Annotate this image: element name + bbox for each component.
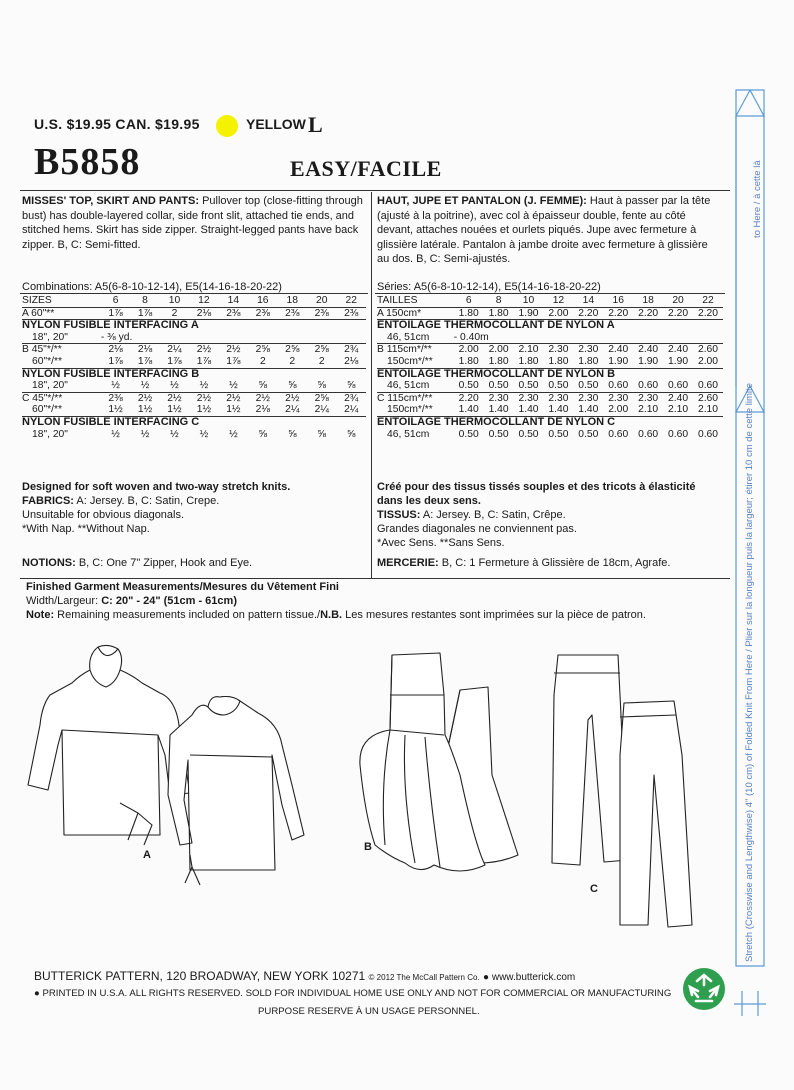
table-cell: 0.60 <box>608 380 629 392</box>
table-cell: ⅝ <box>287 380 297 392</box>
diagonales-text: Grandes diagonales ne conviennent pas. <box>377 523 577 535</box>
table-cell: ⅝ <box>258 380 268 392</box>
table-cell: ½ <box>229 428 238 440</box>
table-row <box>377 307 723 320</box>
table-cell: 2⅛ <box>137 344 153 356</box>
section-heading: ENTOILAGE THERMOCOLLANT DE NYLON B <box>377 368 723 380</box>
size-cell: 6 <box>112 295 119 306</box>
size-cell: 14 <box>582 295 595 306</box>
row-label: 46, 51cm <box>387 428 430 440</box>
table-cell: 2⅜ <box>314 307 329 319</box>
table-cell: 2⅝ <box>285 344 300 356</box>
measurements-width: Width/Largeur: C: 20" - 24" (51cm - 61cm) <box>26 595 237 607</box>
table-cell: 2.60 <box>697 392 719 404</box>
french-title: HAUT, JUPE ET PANTALON (J. FEMME): <box>377 195 587 207</box>
table-cell: 2½ <box>137 392 153 404</box>
table-cell: 1.80 <box>488 307 509 319</box>
table-cell: 2⅛ <box>108 344 123 356</box>
table-cell: 2½ <box>196 344 212 356</box>
table-cell: 1.40 <box>518 404 539 416</box>
table-cell: 2.20 <box>638 307 659 319</box>
table-cell: 1⅞ <box>167 355 182 367</box>
section-heading: NYLON FUSIBLE INTERFACING C <box>22 416 366 428</box>
table-header-row <box>377 295 723 307</box>
table-cell: 2 <box>318 355 325 367</box>
table-cell: 2¼ <box>344 404 359 416</box>
table-cell: 2¾ <box>344 344 359 356</box>
table-cell: 2.30 <box>548 392 569 404</box>
sidebar-top-label: to Here / à cette là <box>752 160 763 238</box>
table-cell: 0.60 <box>697 428 719 440</box>
color-label: YELLOW <box>246 116 306 132</box>
table-cell: ½ <box>170 380 179 392</box>
row-label: 18", 20" <box>32 428 68 440</box>
table-cell: 2.60 <box>697 344 719 356</box>
french-yardage-table <box>377 295 723 440</box>
table-cell: 1.80 <box>488 355 509 367</box>
section-heading: NYLON FUSIBLE INTERFACING A <box>22 320 366 332</box>
size-cell: 22 <box>702 295 714 306</box>
top-divider <box>20 190 730 191</box>
table-cell: 2.00 <box>488 344 509 356</box>
table-cell: 1½ <box>167 404 182 416</box>
table-section-heading <box>22 416 366 428</box>
table-row <box>377 380 723 392</box>
table-cell: 2¾ <box>344 392 359 404</box>
size-header: TAILLES <box>377 295 418 306</box>
table-row <box>377 344 723 356</box>
table-cell: ⅝ <box>317 380 327 392</box>
table-cell: 1½ <box>108 404 123 416</box>
table-cell: ½ <box>140 380 150 392</box>
row-label: 46, 51cm <box>387 380 430 392</box>
english-fabric-notes: Designed for soft woven and two-way stretch knits. FABRICS: A: Jersey. B, C: Satin, Crepe. Unsuitable for obvious diagonals. *With Nap. **Without Nap. <box>22 480 366 536</box>
table-cell: 1.80 <box>578 355 599 367</box>
row-label: 60"*/** <box>32 404 62 416</box>
table-cell: 2.30 <box>608 392 629 404</box>
table-cell: 0.60 <box>608 428 629 440</box>
table-cell: 2¼ <box>167 344 182 356</box>
pants-back-illustration <box>620 701 692 927</box>
table-cell: 2.30 <box>548 344 569 356</box>
french-fabric-notes: Créé pour des tissus tissés souples et des tricots à élasticité dans les deux sens. TISSUS: A: Jersey. B, C: Satin, Crêpe. Grandes diagonales ne conviennent pas. *Avec Sens. **Sans Sens. <box>377 480 723 550</box>
english-rule-1 <box>20 293 368 294</box>
publisher-line: BUTTERICK PATTERN, 120 BROADWAY, NEW YORK 10271 © 2012 The McCall Pattern Co. ● www.butterick.com <box>34 969 576 983</box>
row-label: 150cm*/** <box>387 404 433 416</box>
table-cell: 2.10 <box>697 404 719 416</box>
table-cell: ⅝ <box>346 428 356 440</box>
row-text: - ⅜ yd. <box>100 331 133 343</box>
row-label: 150cm*/** <box>387 355 433 367</box>
table-row <box>377 429 723 441</box>
table-cell: 2⅝ <box>314 392 329 404</box>
table-cell: 0.50 <box>518 428 539 440</box>
table-section-heading <box>377 416 723 428</box>
top-back-illustration <box>168 697 304 886</box>
table-cell: 2.20 <box>578 307 599 319</box>
table-cell: 2.10 <box>518 344 539 356</box>
table-cell: 2¼ <box>314 404 329 416</box>
table-cell: ½ <box>170 428 179 440</box>
table-cell: 1½ <box>137 404 153 416</box>
table-cell: 1.90 <box>518 307 539 319</box>
nap-text: *With Nap. **Without Nap. <box>22 523 150 535</box>
table-cell: ⅝ <box>317 428 327 440</box>
french-desc: Haut à passer par la tête (ajusté à la poitrine), avec col à épaisseur double, fente au côté devant, attaches nouées et ourlets piqués. Jupe avec fermeture à glissière latérale. Pantalon à jambe droite avec fermeture à glissière au dos. B, C: Semi-ajustés. <box>377 195 711 265</box>
garment-illustrations <box>20 635 730 940</box>
table-cell: 0.60 <box>638 428 659 440</box>
rights-line: ● PRINTED IN U.S.A. ALL RIGHTS RESERVED. SOLD FOR INDIVIDUAL HOME USE ONLY AND NOT FOR COMMERCIAL OR MANUFACTURING <box>34 988 672 999</box>
table-cell: 2.40 <box>668 392 689 404</box>
row-label: C 45"*/** <box>22 392 63 404</box>
table-cell: ½ <box>111 428 120 440</box>
table-cell: 1⅞ <box>108 355 123 367</box>
size-cell: 16 <box>612 295 624 306</box>
table-cell: 2.30 <box>488 392 509 404</box>
size-cell: 8 <box>142 295 148 306</box>
yardage-table <box>22 295 366 440</box>
table-cell: 1⅞ <box>108 307 123 319</box>
size-cell: 10 <box>522 295 535 306</box>
column-divider <box>371 192 372 578</box>
arrow-up-icon <box>736 90 764 116</box>
table-cell: 2.30 <box>578 344 599 356</box>
table-cell: 0.60 <box>668 428 689 440</box>
table-cell: 1⅞ <box>196 355 212 367</box>
table-cell: 2.10 <box>638 404 659 416</box>
view-c-label: C <box>590 883 598 895</box>
size-cell: 12 <box>552 295 565 306</box>
size-cell: 20 <box>315 295 328 306</box>
table-cell: ½ <box>111 380 120 392</box>
section-heading: ENTOILAGE THERMOCOLLANT DE NYLON C <box>377 416 723 428</box>
table-row <box>22 392 366 404</box>
table-cell: 2.40 <box>668 344 689 356</box>
view-a-label: A <box>143 849 151 861</box>
table-cell: ⅝ <box>258 428 268 440</box>
table-cell: 1.90 <box>638 355 659 367</box>
table-cell: 2.30 <box>518 392 539 404</box>
table-cell: ½ <box>199 428 209 440</box>
size-cell: 22 <box>345 295 357 306</box>
english-combinations: Combinations: A5(6-8-10-12-14), E5(14-16-18-20-22) <box>22 281 282 293</box>
table-cell: 2.00 <box>608 404 629 416</box>
french-combinations: Séries: A5(6-8-10-12-14), E5(14-16-18-20-22) <box>377 281 601 293</box>
tissus-text: A: Jersey. B, C: Satin, Crêpe. <box>422 509 566 521</box>
row-label: C 115cm*/** <box>377 392 433 404</box>
recycle-icon <box>682 967 726 1011</box>
table-cell: 1.80 <box>458 307 479 319</box>
table-cell: 0.50 <box>548 428 569 440</box>
row-label: 46, 51cm <box>387 331 430 343</box>
table-row <box>22 307 366 320</box>
table-row <box>22 429 366 441</box>
table-cell: 2.20 <box>668 307 689 319</box>
table-row <box>377 332 723 344</box>
table-cell: 0.50 <box>518 380 539 392</box>
table-cell: 1½ <box>196 404 212 416</box>
table-cell: 1⅞ <box>137 355 153 367</box>
table-cell: 2⅛ <box>255 404 270 416</box>
table-row <box>22 332 366 344</box>
pattern-number: B5858 <box>34 141 141 183</box>
table-cell: 1½ <box>226 404 241 416</box>
section-heading: ENTOILAGE THERMOCOLLANT DE NYLON A <box>377 320 723 332</box>
table-cell: 2.20 <box>697 307 719 319</box>
table-cell: 2 <box>289 355 296 367</box>
row-label: A 60"** <box>22 307 55 319</box>
size-cell: 18 <box>642 295 654 306</box>
table-row <box>377 356 723 368</box>
table-row <box>22 380 366 392</box>
table-cell: 2.30 <box>638 392 659 404</box>
table-cell: 2½ <box>285 392 300 404</box>
unsuitable-text: Unsuitable for obvious diagonals. <box>22 509 185 521</box>
table-row <box>22 356 366 368</box>
table-row <box>22 344 366 356</box>
french-description <box>377 194 723 267</box>
table-cell: 2¼ <box>285 404 300 416</box>
cree-pour: Créé pour des tissus tissés souples et des tricots à élasticité dans les deux sens. <box>377 481 696 507</box>
table-cell: 2½ <box>255 392 270 404</box>
table-cell: ⅝ <box>346 380 356 392</box>
table-section-heading <box>22 368 366 380</box>
yardage-table <box>377 295 723 440</box>
size-cell: 16 <box>257 295 269 306</box>
table-cell: 0.50 <box>578 380 599 392</box>
table-cell: 2.20 <box>458 392 479 404</box>
table-cell: 1.40 <box>548 404 569 416</box>
table-cell: 2.10 <box>668 404 689 416</box>
row-label: A 150cm* <box>377 307 422 319</box>
table-cell: 0.50 <box>458 380 479 392</box>
table-cell: 2.00 <box>548 307 569 319</box>
table-cell: 2⅝ <box>314 344 329 356</box>
table-cell: 2⅜ <box>285 307 300 319</box>
row-label: 18", 20" <box>32 380 68 392</box>
table-cell: ½ <box>229 380 238 392</box>
row-label: B 45"*/** <box>22 344 62 356</box>
english-yardage-table <box>22 295 366 440</box>
view-b-label: B <box>364 841 372 853</box>
table-cell: 0.50 <box>578 428 599 440</box>
size-cell: 6 <box>465 295 472 306</box>
english-desc: Pullover top (close-fitting through bust) has double-layered collar, side front slit, attached tie ends, and stitched hems. Skirt has side zipper. Straight-legged pants have back zipper. B, C: Semi-fitted. <box>22 195 363 251</box>
color-dot-icon <box>216 115 238 137</box>
pants-front-illustration <box>552 655 628 865</box>
table-cell: 2⅜ <box>344 307 359 319</box>
table-cell: ½ <box>140 428 150 440</box>
table-section-heading <box>22 320 366 332</box>
table-cell: 2.30 <box>578 392 599 404</box>
table-cell: ⅝ <box>287 428 297 440</box>
table-cell: 1.90 <box>608 355 629 367</box>
table-cell: 1.80 <box>458 355 479 367</box>
table-row <box>22 404 366 416</box>
size-letter: L <box>308 112 323 137</box>
table-cell: 2 <box>259 355 266 367</box>
table-cell: 2½ <box>196 392 212 404</box>
size-header: SIZES <box>22 295 52 306</box>
table-cell: 2.20 <box>608 307 629 319</box>
table-cell: 2.40 <box>608 344 629 356</box>
difficulty-label: EASY/FACILE <box>290 156 442 181</box>
section-heading: NYLON FUSIBLE INTERFACING B <box>22 368 366 380</box>
size-cell: 18 <box>286 295 298 306</box>
english-description <box>22 194 366 252</box>
table-cell: ½ <box>199 380 209 392</box>
table-cell: 1.40 <box>458 404 479 416</box>
measurements-title: Finished Garment Measurements/Mesures du Vêtement Fini <box>26 581 339 593</box>
table-cell: 0.60 <box>697 380 719 392</box>
rights-line-2: PURPOSE RESERVE À UN USAGE PERSONNEL. <box>258 1006 480 1017</box>
french-notions: MERCERIE: B, C: 1 Fermeture à Glissière de 18cm, Agrafe. <box>377 557 671 569</box>
fabrics-text: A: Jersey. B, C: Satin, Crepe. <box>76 495 220 507</box>
size-cell: 8 <box>495 295 502 306</box>
table-cell: 2½ <box>226 392 241 404</box>
table-cell: 0.50 <box>488 428 509 440</box>
row-label: 60"*/** <box>32 355 62 367</box>
table-cell: 2⅜ <box>108 392 123 404</box>
table-section-heading <box>377 368 723 380</box>
table-cell: 1.90 <box>668 355 689 367</box>
table-cell: 0.50 <box>458 428 479 440</box>
table-cell: 1.40 <box>578 404 599 416</box>
sens-text: *Avec Sens. **Sans Sens. <box>377 537 505 549</box>
table-cell: 0.50 <box>488 380 509 392</box>
table-cell: 1.80 <box>518 355 539 367</box>
size-cell: 20 <box>672 295 684 306</box>
sidebar-bottom-label: Stretch (Crosswise and Lengthwise) 4" (10 cm) of Folded Knit From Here / Plier sur la longueur puis la largeur; étirer 10 cm de cette limite <box>744 383 755 962</box>
designed-for: Designed for soft woven and two-way stretch knits. <box>22 481 291 493</box>
table-cell: 2⅝ <box>255 344 270 356</box>
table-cell: 0.50 <box>548 380 569 392</box>
table-cell: 2½ <box>167 392 182 404</box>
size-cell: 12 <box>198 295 210 306</box>
table-header-row <box>22 295 366 307</box>
row-text: - 0.40m <box>453 331 489 343</box>
table-section-heading <box>377 320 723 332</box>
english-notions: NOTIONS: B, C: One 7" Zipper, Hook and Eye. <box>22 557 253 569</box>
table-cell: 2⅜ <box>255 307 270 319</box>
row-label: B 115cm*/** <box>377 344 432 356</box>
table-cell: 2½ <box>226 344 241 356</box>
table-cell: 0.60 <box>638 380 659 392</box>
table-cell: 2.00 <box>697 355 719 367</box>
size-cell: 14 <box>227 295 240 306</box>
table-cell: 2 <box>171 307 178 319</box>
table-cell: 1⅞ <box>226 355 241 367</box>
measurements-divider <box>20 578 730 579</box>
table-cell: 2⅜ <box>226 307 241 319</box>
table-cell: 0.60 <box>668 380 689 392</box>
price: U.S. $19.95 CAN. $19.95 <box>34 116 200 132</box>
table-cell: 1⅞ <box>137 307 153 319</box>
top-front-illustration <box>28 645 190 845</box>
table-cell: 2.40 <box>638 344 659 356</box>
french-rule-1 <box>375 293 725 294</box>
english-title: MISSES' TOP, SKIRT AND PANTS: <box>22 195 200 207</box>
table-cell: 1.80 <box>548 355 569 367</box>
size-cell: 10 <box>168 295 181 306</box>
row-label: 18", 20" <box>32 331 68 343</box>
table-cell: 2.00 <box>458 344 479 356</box>
table-row <box>377 392 723 404</box>
table-row <box>377 404 723 416</box>
table-cell: 2⅛ <box>344 355 359 367</box>
measurements-note: Note: Remaining measurements included on pattern tissue./N.B. Les mesures restantes sont imprimées sur la pièce de patron. <box>26 609 646 621</box>
table-cell: 1.40 <box>488 404 509 416</box>
table-cell: 2⅛ <box>196 307 212 319</box>
